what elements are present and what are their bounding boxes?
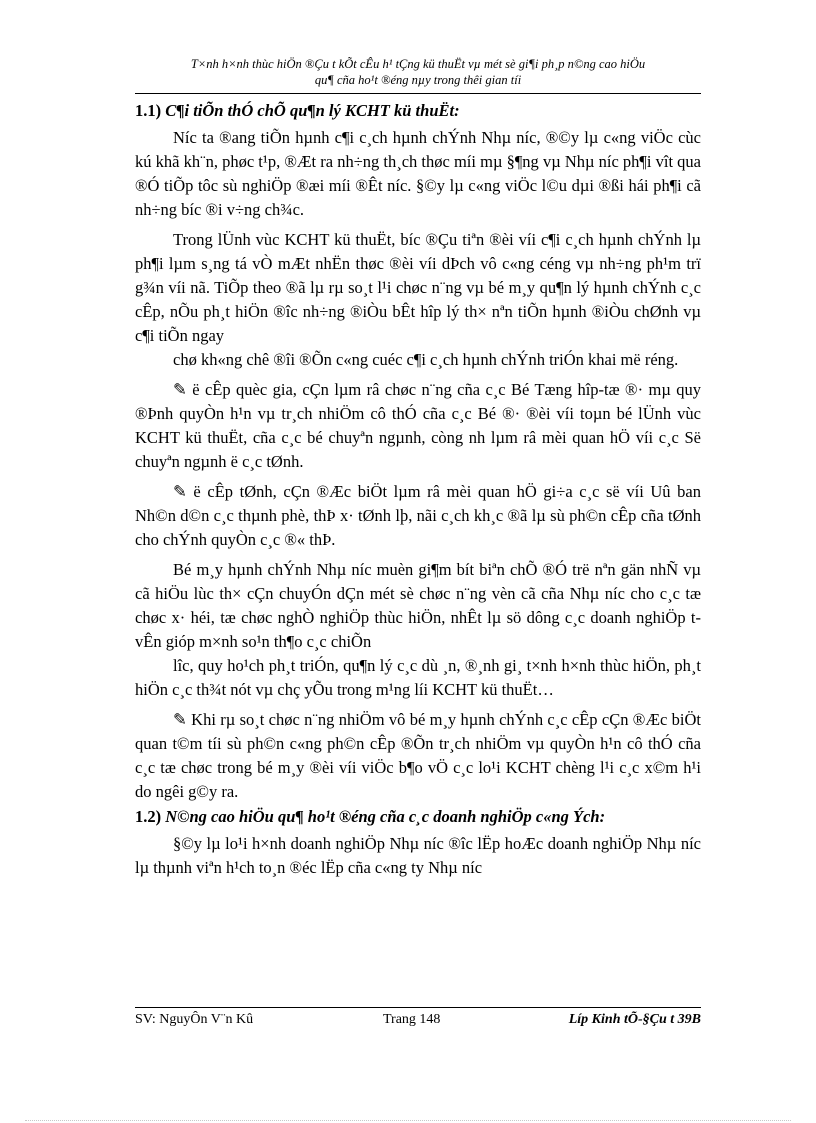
section-number: 1.1) bbox=[135, 101, 162, 120]
paragraph: Níc ta ®ang tiÕn hµnh c¶i c¸ch hµnh chÝnh Nhµ níc, ®©y lµ c«ng viÖc cùc kú khã kh¨n, phøc t¹p, ®Æt ra nh÷ng th¸ch thøc míi mµ §¶ng vµ Nhµ níc ph¶i vît qua ®Ó tiÕp tôc sù nghiÖp ®æi míi ®Êt níc. §©y lµ c«ng viÖc l©u dµi ®ßi hái ph¶i cã nh÷ng bíc ®i v÷ng ch¾c. bbox=[135, 128, 701, 219]
section-number: 1.2) bbox=[135, 807, 162, 826]
header-rule bbox=[135, 93, 701, 94]
paragraph: lîc, quy ho¹ch ph¸t triÓn, qu¶n lý c¸c dù ¸n, ®¸nh gi¸ t×nh h×nh thùc hiÖn, ph¸t hiÖn c¸c th¾t nót vµ chç yÕu trong m¹ng líi KCHT kü thuËt… bbox=[135, 656, 701, 699]
paragraph: Bé m¸y hµnh chÝnh Nhµ níc muèn gi¶m bít biªn chÕ ®Ó trë nªn gän nhÑ vµ cã hiÖu lùc th× cÇn chuyÓn dÇn mét sè chøc n¨ng vèn cã cña Nhµ níc cho c¸c tæ chøc x· héi, tæ chøc nghÒ nghiÖp thùc hiÖn, nhÊt lµ sö dông c¸c doanh nghiÖp t vÊn gióp m×nh so¹n th¶o c¸c chiÕn bbox=[135, 560, 701, 651]
section-title: N©ng cao hiÖu qu¶ ho¹t ®éng cña c¸c doanh nghiÖp c«ng Ých: bbox=[165, 807, 606, 826]
section-title: C¶i tiÕn thÓ chÕ qu¶n lý KCHT kü thuËt: bbox=[165, 101, 460, 120]
bullet-paragraph: ✎ ë cÊp tØnh, cÇn ®Æc biÖt lµm râ mèi quan hÖ gi÷a c¸c së víi Uû ban Nh©n d©n c¸c thµnh phè, thÞ x· tØnh lþ, nãi c¸ch kh¸c ®ã lµ sù ph©n cÊp cña tØnh cho chÝnh quyÒn c¸c ®« thÞ. bbox=[135, 482, 701, 549]
footer-page-number: Trang 148 bbox=[383, 1012, 441, 1027]
paragraph: §©y lµ lo¹i h×nh doanh nghiÖp Nhµ níc ®îc lËp hoÆc doanh nghiÖp Nhµ níc lµ thµnh viªn h¹ch to¸n ®éc lËp cña c«ng ty Nhµ níc bbox=[135, 834, 701, 877]
page-footer bbox=[135, 1012, 701, 1032]
footer-rule bbox=[135, 1007, 701, 1008]
bullet-paragraph: ✎ ë cÊp quèc gia, cÇn lµm râ chøc n¨ng cña c¸c Bé Tæng hîp-tæ ®· mµ quy ®Þnh quyÒn h¹n vµ tr¸ch nhiÖm cô thÓ cña c¸c Bé ®· ®èi víi toµn bé lÜnh vùc KCHT kü thuËt, cña c¸c bé chuyªn ngµnh, còng nh lµm râ mèi quan hÖ víi c¸c Së chuyªn ngµnh ë c¸c tØnh. bbox=[135, 380, 701, 471]
footer-class: Líp Kinh tÕ-§Çu t 39B bbox=[568, 1012, 701, 1027]
paragraph: Trong lÜnh vùc KCHT kü thuËt, bíc ®Çu tiªn ®èi víi c¶i c¸ch hµnh chÝnh lµ ph¶i lµm s¸ng tá vÒ mÆt nhËn thøc ®èi víi dÞch vô c«ng céng vµ nh÷ng ph¹m trï g¾n víi nã. TiÕp theo ®ã lµ rµ so¸t l¹i chøc n¨ng vµ bé m¸y qu¶n lý hµnh chÝnh c¸c cÊp, nÕu ph¸t hiÖn ®îc nh÷ng ®iÒu bÊt hîp lý th× nªn tiÕn hµnh ®iÒu chØnh vµ c¶i tiÕn ngay bbox=[135, 230, 701, 345]
section-heading-1-2 bbox=[135, 804, 701, 830]
running-header-line-2: qu¶ cña ho¹t ®éng nµy trong thêi gian tíi bbox=[314, 73, 522, 87]
section-heading-1-1 bbox=[135, 98, 701, 124]
paragraph: chø kh«ng chê ®îi ®Õn c«ng cuéc c¶i c¸ch hµnh chÝnh triÓn khai më réng. bbox=[173, 350, 679, 369]
running-header bbox=[135, 56, 701, 88]
bullet-paragraph: ✎ Khi rµ so¸t chøc n¨ng nhiÖm vô bé m¸y hµnh chÝnh c¸c cÊp cÇn ®Æc biÖt quan t©m tíi sù ph©n c«ng ph©n cÊp ®Õn tr¸ch nhiÖm vµ quyÒn h¹n cô thÓ cña c¸c tæ chøc trong bé m¸y ®èi víi viÖc b¶o vÖ c¸c lo¹i KCHT chèng l¹i c¸c x©m h¹i do ngêi g©y ra. bbox=[135, 710, 701, 801]
page-edge-divider bbox=[25, 1120, 791, 1121]
footer-student: SV: NguyÔn V¨n Kû bbox=[135, 1012, 254, 1027]
running-header-line-1: T×nh h×nh thùc hiÖn ®Çu t kÕt cÊu h¹ tÇng kü thuËt vµ mét sè gi¶i ph¸p n©ng cao hiÖu bbox=[190, 57, 646, 71]
page-body bbox=[135, 98, 701, 880]
